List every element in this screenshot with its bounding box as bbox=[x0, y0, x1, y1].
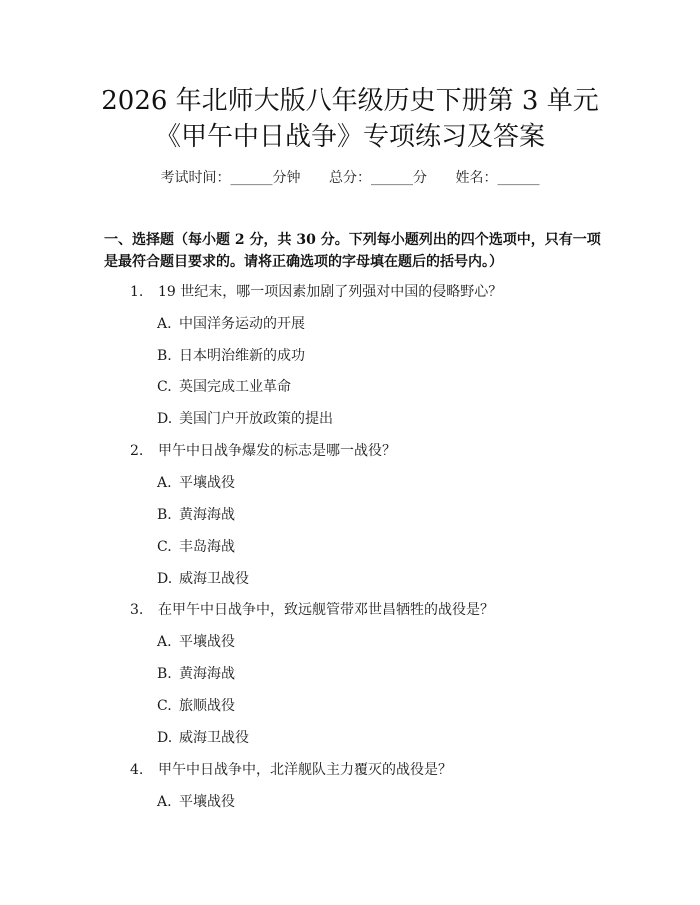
question-2-option-a bbox=[157, 473, 235, 493]
question-4 bbox=[130, 760, 452, 780]
question-1-option-d bbox=[157, 409, 333, 429]
question-3-option-d bbox=[157, 728, 249, 748]
option-text: 黄海海战 bbox=[179, 507, 235, 523]
question-2-option-c bbox=[157, 537, 235, 557]
question-3 bbox=[130, 600, 494, 620]
question-text: 甲午中日战争中，北洋舰队主力覆灭的战役是？ bbox=[158, 762, 452, 778]
option-letter: B. bbox=[157, 666, 172, 682]
option-letter: D. bbox=[157, 730, 173, 746]
question-1-option-a bbox=[157, 314, 305, 334]
option-text: 英国完成工业革命 bbox=[179, 379, 291, 395]
question-1-option-c bbox=[157, 377, 291, 397]
question-text: 甲午中日战争爆发的标志是哪一战役？ bbox=[158, 443, 396, 459]
option-text: 黄海海战 bbox=[179, 666, 235, 682]
option-letter: C. bbox=[157, 698, 172, 714]
question-text: 19 世纪末，哪一项因素加剧了列强对中国的侵略野心？ bbox=[158, 284, 503, 300]
option-letter: C. bbox=[157, 539, 172, 555]
section-heading-choice: 一、选择题（每小题 2 分，共 30 分。下列每小题列出的四个选项中，只有一项是最符合题目要求的。请将正确选项的字母填在题后的括号内。） bbox=[104, 232, 601, 270]
option-letter: A. bbox=[157, 634, 172, 650]
option-letter: A. bbox=[157, 475, 172, 491]
question-4-option-a bbox=[157, 792, 235, 812]
option-letter: D. bbox=[157, 411, 173, 427]
question-number: 3. bbox=[130, 602, 144, 618]
question-2-option-d bbox=[157, 569, 249, 589]
question-2 bbox=[130, 441, 396, 461]
question-2-option-b bbox=[157, 505, 235, 525]
option-text: 中国洋务运动的开展 bbox=[179, 316, 305, 332]
total-score-field: 总分：______分 bbox=[329, 170, 427, 186]
question-1 bbox=[130, 282, 502, 302]
option-text: 丰岛海战 bbox=[179, 539, 235, 555]
question-1-option-b bbox=[157, 346, 305, 366]
question-text: 在甲午中日战争中，致远舰管带邓世昌牺牲的战役是？ bbox=[158, 602, 494, 618]
exam-meta bbox=[0, 167, 700, 187]
question-number: 1. bbox=[130, 284, 144, 300]
question-3-option-b bbox=[157, 664, 235, 684]
option-letter: B. bbox=[157, 348, 172, 364]
option-letter: D. bbox=[157, 571, 173, 587]
option-text: 美国门户开放政策的提出 bbox=[179, 411, 333, 427]
exam-time-field: 考试时间：______分钟 bbox=[160, 170, 301, 186]
page-title-line-1: 2026 年北师大版八年级历史下册第 3 单元 bbox=[101, 86, 599, 116]
question-3-option-c bbox=[157, 696, 235, 716]
student-name-field: 姓名：______ bbox=[455, 170, 540, 186]
page-title-line-2: 《甲午中日战争》专项练习及答案 bbox=[154, 122, 545, 152]
option-text: 平壤战役 bbox=[179, 475, 235, 491]
option-text: 威海卫战役 bbox=[179, 730, 249, 746]
question-number: 4. bbox=[130, 762, 144, 778]
option-letter: A. bbox=[157, 316, 172, 332]
question-number: 2. bbox=[130, 443, 144, 459]
option-text: 平壤战役 bbox=[179, 634, 235, 650]
option-text: 日本明治维新的成功 bbox=[179, 348, 305, 364]
option-text: 平壤战役 bbox=[179, 794, 235, 810]
question-3-option-a bbox=[157, 632, 235, 652]
option-text: 威海卫战役 bbox=[179, 571, 249, 587]
option-letter: B. bbox=[157, 507, 172, 523]
option-text: 旅顺战役 bbox=[179, 698, 235, 714]
option-letter: C. bbox=[157, 379, 172, 395]
option-letter: A. bbox=[157, 794, 172, 810]
